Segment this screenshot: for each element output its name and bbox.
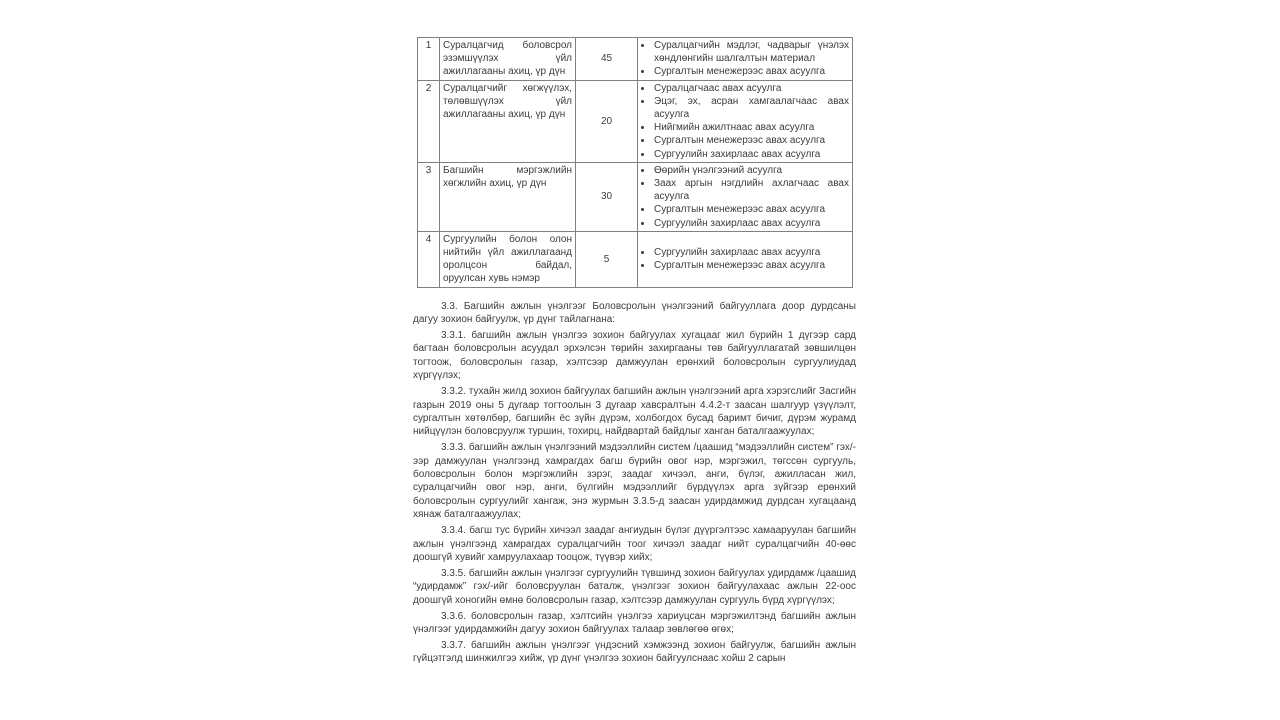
row-number: 4 <box>418 231 440 287</box>
table-row <box>418 162 853 231</box>
tool-item: • Эцэг, эх, асран хамгаалагчаас авах асуулга <box>653 95 849 121</box>
score-cell: 30 <box>576 162 638 231</box>
tools-cell <box>638 80 853 162</box>
paragraph-3-3-5: 3.3.5. багшийн ажлын үнэлгээг сургуулийн түвшинд зохион байгуулах удирдамж /цаашид “удирдамж” гэх/-ийг боловсруулан баталж, үнэлгээг зохион байгуулахаас ажлын 22-оос доошгүй хоногийн өмнө боловсролын газар, хэлтсээр дамжуулан сургууль бүрд хүргүүлэх; <box>413 567 856 606</box>
body-text <box>413 300 856 666</box>
table-row <box>418 80 853 162</box>
tools-cell <box>638 38 853 81</box>
paragraph-3-3-3: 3.3.3. багшийн ажлын үнэлгээний мэдээллийн систем /цаашид “мэдээллийн систем” гэх/-ээр дамжуулан үнэлгээнд хамрагдах багш бүрийн овог нэр, мэргэжил, төгссөн сургууль, боловсролын болон мэргэжлийн зэрэг, заадаг хичээл, анги, бүлэг, ажилласан жил, суралцагчийн овог нэр, анги, бүлгийн мэдээллийг бүрдүүлэх арга зүйгээр ерөнхий боловсролын сургуулийг хангаж, энэ журмын 3.3.5-д заасан удирдамжид дурдсан хугацаанд хянаж баталгаажуулах; <box>413 442 856 521</box>
activity-cell: Суралцагчийг хөгжүүлэх, төлөвшүүлэх үйл ажиллагааны ахиц, үр дүн <box>440 80 576 162</box>
activity-cell: Багшийн мэргэжлийн хөгжлийн ахиц, үр дүн <box>440 162 576 231</box>
table-row <box>418 231 853 287</box>
tool-item: • Сургалтын менежерээс авах асуулга <box>653 259 849 272</box>
tools-list <box>641 246 849 272</box>
row-number: 1 <box>418 38 440 81</box>
table-row <box>418 38 853 81</box>
tools-list <box>641 39 849 79</box>
tool-item: • Сургуулийн захирлаас авах асуулга <box>653 148 849 161</box>
activity-cell: Суралцагчид боловсрол эзэмшүүлэх үйл ажиллагааны ахиц, үр дүн <box>440 38 576 81</box>
tool-item: • Сургуулийн захирлаас авах асуулга <box>653 217 849 230</box>
row-number: 2 <box>418 80 440 162</box>
tools-cell <box>638 162 853 231</box>
tool-item: • Суралцагчаас авах асуулга <box>653 82 849 95</box>
tool-item: • Сургалтын менежерээс авах асуулга <box>653 65 849 78</box>
row-number: 3 <box>418 162 440 231</box>
tool-item: • Өөрийн үнэлгээний асуулга <box>653 164 849 177</box>
tool-item: • Суралцагчийн мэдлэг, чадварыг үнэлэх хөндлөнгийн шалгалтын материал <box>653 39 849 65</box>
tools-list <box>641 82 849 161</box>
activity-cell: Сургуулийн болон олон нийтийн үйл ажиллагаанд оролцсон байдал, оруулсан хувь нэмэр <box>440 231 576 287</box>
score-cell: 20 <box>576 80 638 162</box>
paragraph-3-3-4: 3.3.4. багш тус бүрийн хичээл заадаг ангиудын бүлэг дүүргэлтээс хамааруулан багшийн ажлын үнэлгээнд хамрагдах суралцагчийн тоог хичээл заадаг нийт суралцагчийн 40-өөс доошгүй хувийг хамруулахаар тооцож, түүвэр хийх; <box>413 525 856 563</box>
tool-item: • Нийгмийн ажилтнаас авах асуулга <box>653 121 849 134</box>
tool-item: • Сургалтын менежерээс авах асуулга <box>653 134 849 147</box>
tools-list <box>641 164 849 230</box>
document-page <box>413 37 856 668</box>
paragraph-3-3-6: 3.3.6. боловсролын газар, хэлтсийн үнэлгээ хариуцсан мэргэжилтэнд багшийн ажлын үнэлгээг удирдамжийн дагуу зохион байгуулах талаар зөвлөгөө өгөх; <box>413 610 856 635</box>
evaluation-table <box>417 37 853 288</box>
score-cell: 45 <box>576 38 638 81</box>
paragraph-3-3-7: 3.3.7. багшийн ажлын үнэлгээг үндэсний хэмжээнд зохион байгуулж, багшийн ажлын гүйцэтгэлд шинжилгээ хийж, үр дүнг үнэлгээ зохион байгуулснаас хойш 2 сарын <box>413 639 856 665</box>
score-cell: 5 <box>576 231 638 287</box>
tool-item: • Заах аргын нэгдлийн ахлагчаас авах асуулга <box>653 177 849 203</box>
tool-item: • Сургуулийн захирлаас авах асуулга <box>653 246 849 259</box>
paragraph-3-3-2: 3.3.2. тухайн жилд зохион байгуулах багшийн ажлын үнэлгээний арга хэрэгслийг Засгийн газрын 2019 оны 5 дугаар тогтоолын 3 дугаар хавсралтын 4.4.2-т заасан шалгуур үзүүлэлт, сургалтын хөтөлбөр, багшийн ёс зүйн дүрэм, холбогдох бусад баримт бичиг, дүрэм журамд нийцүүлэн боловсруулж туршин, тохирц, найдвартай байдлыг ханган баталгаажуулах; <box>413 386 856 438</box>
tools-cell <box>638 231 853 287</box>
tool-item: • Сургалтын менежерээс авах асуулга <box>653 203 849 216</box>
paragraph-3-3: 3.3. Багшийн ажлын үнэлгээг Боловсролын үнэлгээний байгууллага доор дурдсаны дагуу зохион байгуулж, үр дүнг тайлагнана: <box>413 300 856 326</box>
paragraph-3-3-1: 3.3.1. багшийн ажлын үнэлгээ зохион байгуулах хугацааг жил бүрийн 1 дүгээр сард багтаан боловсролын асуудал эрхэлсэн төрийн захиргааны төв байгууллагатай зөвшилцөн тогтоож, боловсролын газар, хэлтсээр дамжуулан ерөнхий боловсролын сургуулиудад хүргүүлэх; <box>413 329 856 382</box>
